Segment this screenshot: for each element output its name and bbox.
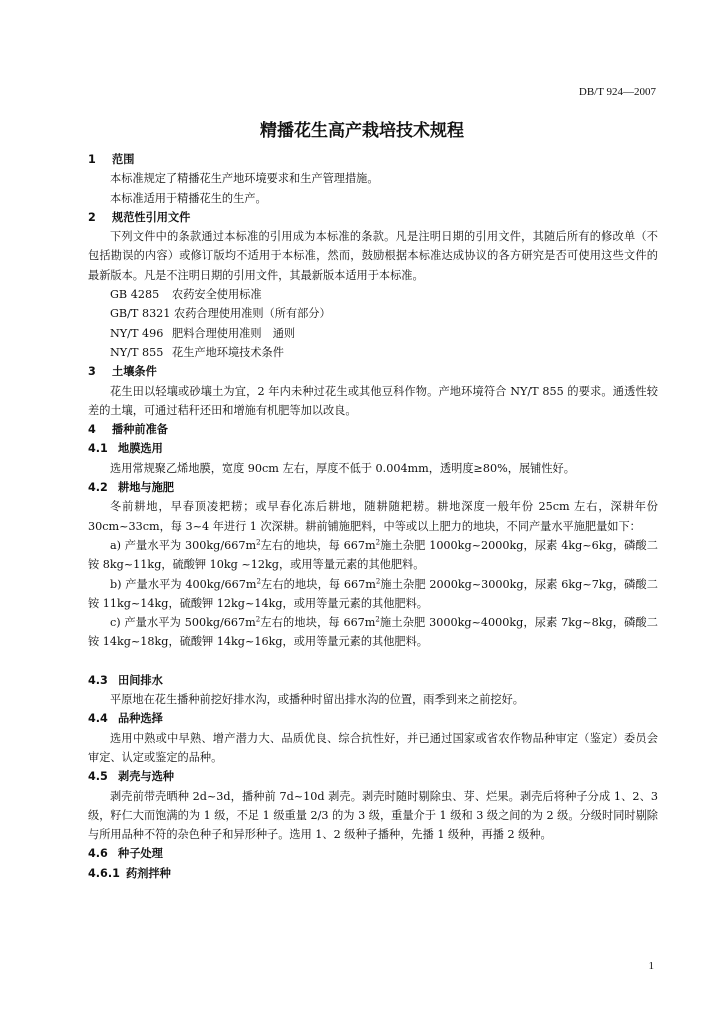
page-number: 1 xyxy=(648,960,654,972)
section-1-heading: 1 范围 xyxy=(88,153,135,166)
section-1-paragraph-1: 本标准规定了精播花生产地环境要求和生产管理措施。 xyxy=(110,172,379,186)
section-4-6-1-heading: 4.6.1 药剂拌种 xyxy=(88,866,171,880)
document-body xyxy=(88,150,658,883)
reference-item: GB/T 8321 农药合理使用准则（所有部分） xyxy=(110,307,331,321)
fertilizer-item-b: b) 产量水平为 $400kg/667m^2$左右的地块，每 $667m^2$施土杂肥 2000kg~3000kg，尿素 6kg~7kg，磷酸二铵 11kg~14kg，硫酸钾 12kg~14kg，或用等量元素的其他肥料。 xyxy=(88,576,658,610)
section-4-4-heading: 4.4 品种选择 xyxy=(88,712,163,726)
section-2-heading: 2 规范性引用文件 xyxy=(88,210,191,224)
section-1-paragraph-2: 本标准适用于精播花生的生产。 xyxy=(110,191,267,205)
section-2-paragraph-1: 下列文件中的条款通过本标准的引用成为本标准的条款。凡是注明日期的引用文件，其随后所有的修改单（不包括勘误的内容）或修订版均不适用于本标准，然而，鼓励根据本标准达成协议的各方研究是否可使用这些文件的最新版本。凡是不注明日期的引用文件，其最新版本适用于本标准。 xyxy=(88,230,658,282)
section-4-1-heading: 4.1 地膜选用 xyxy=(88,442,163,456)
section-4-3-heading: 4.3 田间排水 xyxy=(88,673,163,687)
section-4-6-heading: 4.6 种子处理 xyxy=(88,847,163,861)
section-4-4-paragraph-1: 选用中熟或中早熟、增产潜力大、品质优良、综合抗性好，并已通过国家或省农作物品种审定（鉴定）委员会审定、认定或鉴定的品种。 xyxy=(88,731,658,764)
section-3-paragraph-1: 花生田以轻壤或砂壤土为宜，2 年内未种过花生或其他豆科作物。产地环境符合 NY/T 855 的要求。通透性较差的土壤，可通过秸秆还田和增施有机肥等加以改良。 xyxy=(88,384,658,417)
section-4-2-paragraph-1: 冬前耕地，早春顶凌耙耢；或早春化冻后耕地，随耕随耙耢。耕地深度一般年份 25cm 左右，深耕年份 30cm~33cm，每 3~4 年进行 1 次深耕。耕前铺施肥料，中等或以上肥力的地块，不同产量水平施肥量如下： xyxy=(88,500,658,533)
section-4-heading: 4 播种前准备 xyxy=(88,423,168,437)
section-4-5-heading: 4.5 剥壳与选种 xyxy=(88,770,174,784)
reference-item: GB 4285 农药安全使用标准 xyxy=(110,288,262,302)
fertilizer-item-c: c) 产量水平为 $500kg/667m^2$左右的地块，每 $667m^2$施土杂肥 3000kg~4000kg，尿素 7kg~8kg，磷酸二铵 14kg~18kg，硫酸钾 14kg~16kg，或用等量元素的其他肥料。 xyxy=(88,615,658,649)
document-code: DB/T 924—2007 xyxy=(578,86,656,98)
section-3-heading: 3 土壤条件 xyxy=(88,365,157,379)
spacer xyxy=(88,652,658,671)
reference-item: NY/T 496 肥料合理使用准则 通则 xyxy=(110,326,296,340)
section-4-3-paragraph-1: 平原地在花生播种前挖好排水沟，或播种时留出排水沟的位置，雨季到来之前挖好。 xyxy=(110,693,524,707)
section-4-1-paragraph-1: 选用常规聚乙烯地膜，宽度 90cm 左右，厚度不低于 0.004mm，透明度≥80%，展铺性好。 xyxy=(110,461,575,475)
section-4-5-paragraph-1: 剥壳前带壳晒种 2d~3d，播种前 7d~10d 剥壳。剥壳时随时剔除虫、芽、烂果。剥壳后将种子分成 1、2、3 级，籽仁大而饱满的为 1 级，不足 1 级重量 2/3 的为 3 级，重量介于 1 级和 3 级之间的为 2 级。分级时同时剔除与所用品种不符的杂色种子和异形种子。选用 1、2 级种子播种，先播 1 级种，再播 2 级种。 xyxy=(88,789,658,842)
section-4-2-heading: 4.2 耕地与施肥 xyxy=(88,481,174,495)
document-title: 精播花生高产栽培技术规程 xyxy=(260,121,464,141)
reference-item: NY/T 855 花生产地环境技术条件 xyxy=(110,345,284,359)
fertilizer-item-a: a) 产量水平为 $300kg/667m^2$左右的地块，每 $667m^2$施土杂肥 1000kg~2000kg，尿素 4kg~6kg，磷酸二铵 8kg~11kg，硫酸钾 10kg ~12kg，或用等量元素的其他肥料。 xyxy=(88,538,658,572)
